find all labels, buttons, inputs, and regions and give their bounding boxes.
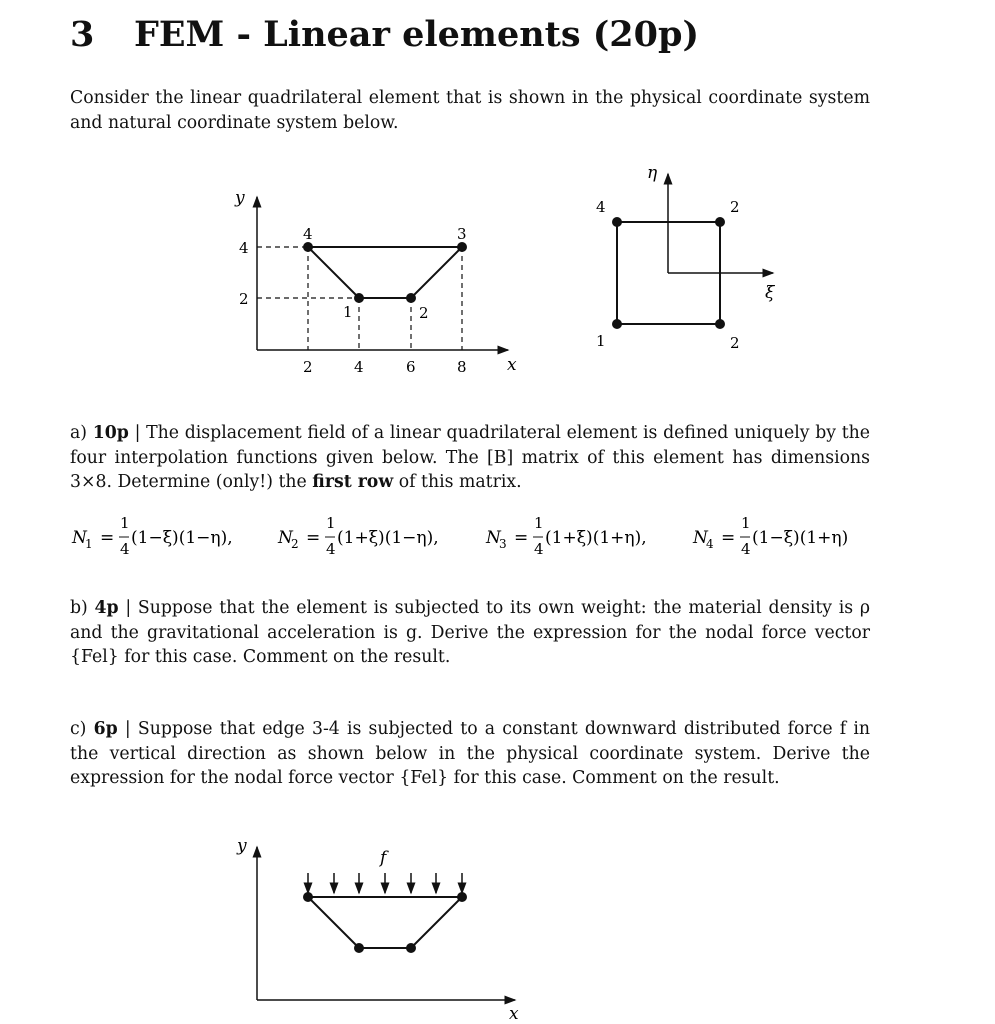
part-a-points: 10p bbox=[92, 423, 129, 443]
section-heading bbox=[70, 14, 699, 55]
svg-text:4: 4 bbox=[741, 540, 751, 558]
natural-node-3 bbox=[715, 217, 725, 227]
y-tick-2: 2 bbox=[239, 290, 249, 308]
svg-text:=: = bbox=[721, 528, 736, 548]
part-c-text: Suppose that edge 3-4 is subjected to a constant downward distributed force f in the vertical direction as shown below in the physical coordinate system. Derive the expression for the nodal force vector {Fel} for this case. Comment on the result. bbox=[70, 719, 871, 788]
load-node-3 bbox=[457, 892, 467, 902]
load-arrows bbox=[308, 873, 462, 893]
part-a bbox=[70, 421, 870, 495]
svg-text:(1−ξ)(1+η): (1−ξ)(1+η) bbox=[752, 528, 849, 548]
natural-node-2 bbox=[715, 319, 725, 329]
svg-text:1: 1 bbox=[85, 537, 93, 551]
load-label: f bbox=[380, 848, 387, 868]
part-b-label: b) bbox=[70, 598, 88, 618]
element-outline bbox=[308, 247, 462, 298]
part-a-label: a) bbox=[70, 423, 88, 443]
natural-element-figure bbox=[585, 160, 800, 360]
node-label-2: 2 bbox=[419, 304, 429, 322]
part-a-bold: first row bbox=[312, 472, 394, 492]
xi-axis-label: ξ bbox=[765, 283, 775, 303]
node-label-3: 3 bbox=[457, 225, 467, 243]
x-tick-6: 6 bbox=[406, 358, 416, 376]
svg-text:(1−ξ)(1−η),: (1−ξ)(1−η), bbox=[131, 528, 233, 548]
node-2 bbox=[406, 293, 416, 303]
equation-n3 bbox=[485, 514, 647, 558]
equation-n2 bbox=[277, 514, 439, 558]
load-node-2 bbox=[406, 943, 416, 953]
y-tick-4: 4 bbox=[239, 239, 249, 257]
load-x-axis-label: x bbox=[509, 1004, 519, 1024]
part-a-text-1: The displacement field of a linear quadrilateral element is defined uniquely by the four interpolation functions given below. The [B] matrix of this element has dimensions 3×8. Determine (only!) the bbox=[70, 423, 871, 492]
node-4 bbox=[303, 242, 313, 252]
node-label-4: 4 bbox=[303, 225, 313, 243]
part-c-label: c) bbox=[70, 719, 87, 739]
natural-node-4 bbox=[612, 217, 622, 227]
svg-text:N: N bbox=[72, 528, 87, 548]
svg-text:=: = bbox=[514, 528, 529, 548]
part-b bbox=[70, 596, 870, 670]
load-node-1 bbox=[354, 943, 364, 953]
x-tick-8: 8 bbox=[457, 358, 467, 376]
y-axis-label: y bbox=[235, 188, 245, 208]
natural-label-1: 1 bbox=[596, 332, 606, 350]
node-label-1: 1 bbox=[343, 303, 353, 321]
natural-node-1 bbox=[612, 319, 622, 329]
node-3 bbox=[457, 242, 467, 252]
svg-text:1: 1 bbox=[741, 514, 751, 532]
natural-label-top-right: 2 bbox=[730, 198, 740, 216]
interpolation-functions bbox=[68, 509, 888, 565]
equation-n4 bbox=[692, 514, 848, 558]
section-number: 3 bbox=[70, 14, 95, 55]
svg-text:=: = bbox=[306, 528, 321, 548]
natural-label-4: 4 bbox=[596, 198, 606, 216]
load-node-4 bbox=[303, 892, 313, 902]
distributed-load-figure bbox=[225, 835, 535, 1024]
svg-text:=: = bbox=[100, 528, 115, 548]
svg-text:N: N bbox=[693, 528, 708, 548]
x-tick-4: 4 bbox=[354, 358, 364, 376]
svg-text:4: 4 bbox=[326, 540, 336, 558]
svg-text:(1+ξ)(1+η),: (1+ξ)(1+η), bbox=[545, 528, 647, 548]
svg-text:N: N bbox=[486, 528, 501, 548]
part-a-separator: | bbox=[134, 423, 141, 443]
physical-element-figure bbox=[225, 185, 535, 385]
svg-text:1: 1 bbox=[534, 514, 544, 532]
load-y-axis-label: y bbox=[237, 836, 247, 856]
x-tick-2: 2 bbox=[303, 358, 313, 376]
section-title: FEM - Linear elements (20p) bbox=[134, 14, 700, 55]
svg-text:4: 4 bbox=[706, 537, 714, 551]
svg-text:3: 3 bbox=[499, 537, 507, 551]
part-c bbox=[70, 717, 870, 791]
svg-text:4: 4 bbox=[120, 540, 130, 558]
part-b-text: Suppose that the element is subjected to its own weight: the material density is ρ and the gravitational acceleration is g. Derive the expression for the nodal force vector {Fel} for this case. Comment on the result. bbox=[70, 598, 871, 667]
eta-axis-label: η bbox=[647, 163, 658, 183]
natural-label-bottom-right: 2 bbox=[730, 334, 740, 352]
svg-text:4: 4 bbox=[534, 540, 544, 558]
loaded-element-outline bbox=[308, 897, 462, 948]
intro-paragraph: Consider the linear quadrilateral element that is shown in the physical coordinate system and natural coordinate system below. bbox=[70, 88, 870, 133]
svg-text:1: 1 bbox=[120, 514, 130, 532]
node-1 bbox=[354, 293, 364, 303]
svg-text:2: 2 bbox=[291, 537, 299, 551]
part-c-points: 6p bbox=[93, 719, 118, 739]
x-axis-label: x bbox=[507, 355, 517, 375]
svg-text:(1+ξ)(1−η),: (1+ξ)(1−η), bbox=[337, 528, 439, 548]
part-c-separator: | bbox=[124, 719, 131, 739]
equation-n1 bbox=[71, 514, 233, 558]
part-b-separator: | bbox=[125, 598, 132, 618]
part-b-points: 4p bbox=[94, 598, 119, 618]
svg-text:1: 1 bbox=[326, 514, 336, 532]
svg-text:N: N bbox=[278, 528, 293, 548]
part-a-text-2: of this matrix. bbox=[398, 472, 522, 492]
